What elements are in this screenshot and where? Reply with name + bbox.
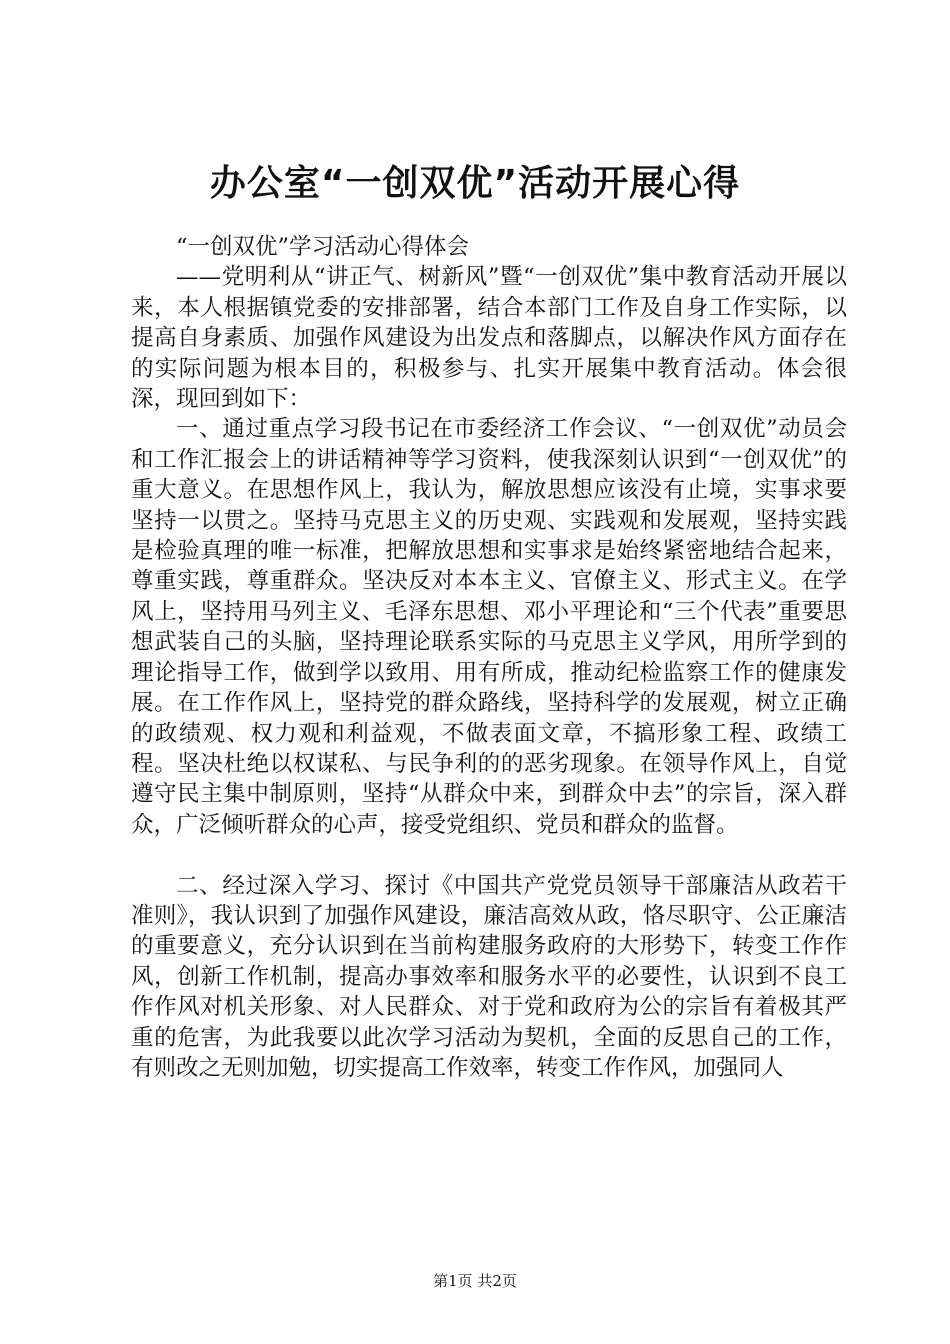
subtitle-paragraph: “一创双优”学习活动心得体会 — [176, 234, 470, 260]
page-footer: 第1页 共2页 — [433, 1272, 517, 1290]
section-two-paragraph: 二、经过深入学习、探讨《中国共产党党员领导干部廉洁从政若干准则》，我认识到了加强作风建设，廉洁高效从政，恪尽职守、公正廉洁的重要意义，充分认识到在当前构建服务政府的大形势下，转变工作作风，创新工作机制，提高办事效率和服务水平的必要性，认识到不良工作作风对机关形象、对人民群众、对于党和政府为公的宗旨有着极其严重的危害，为此我要以此次学习活动为契机，全面的反思自己的工作，有则改之无则加勉，切实提高工作效率，转变工作作风，加强同人 — [131, 872, 847, 1081]
section-one-paragraph: 一、通过重点学习段书记在市委经济工作会议、“一创双优”动员会和工作汇报会上的讲话精神等学习资料，使我深刻认识到“一创双优”的重大意义。在思想作风上，我认为，解放思想应该没有止境，实事求要坚持一以贯之。坚持马克思主义的历史观、实践观和发展观，坚持实践是检验真理的唯一标准，把解放思想和实事求是始终紧密地结合起来，尊重实践，尊重群众。坚决反对本本主义、官僚主义、形式主义。在学风上，坚持用马列主义、毛泽东思想、邓小平理论和“三个代表”重要思想武装自己的头脑，坚持理论联系实际的马克思主义学风，用所学到的理论指导工作，做到学以致用、用有所成，推动纪检监察工作的健康发展。在工作作风上，坚持党的群众路线，坚持科学的发展观，树立正确的政绩观、权力观和利益观，不做表面文章，不搞形象工程、政绩工程。坚决杜绝以权谋私、与民争利的的恶劣现象。在领导作风上，自觉遵守民主集中制原则，坚持“从群众中来，到群众中去”的宗旨，深入群众，广泛倾听群众的心声，接受党组织、党员和群众的监督。 — [131, 416, 847, 838]
paragraph-spacer — [131, 840, 847, 870]
document-title: 办公室“一创双优”活动开展心得 — [209, 163, 741, 204]
intro-paragraph: ——党明利从“讲正气、树新风”暨“一创双优”集中教育活动开展以来，本人根据镇党委的安排部署，结合本部门工作及自身工作实际，以提高自身素质、加强作风建设为出发点和落脚点，以解决作风方面存在的实际问题为根本目的，积极参与、扎实开展集中教育活动。体会很深，现回到如下： — [131, 264, 847, 413]
document-body — [131, 232, 847, 1083]
